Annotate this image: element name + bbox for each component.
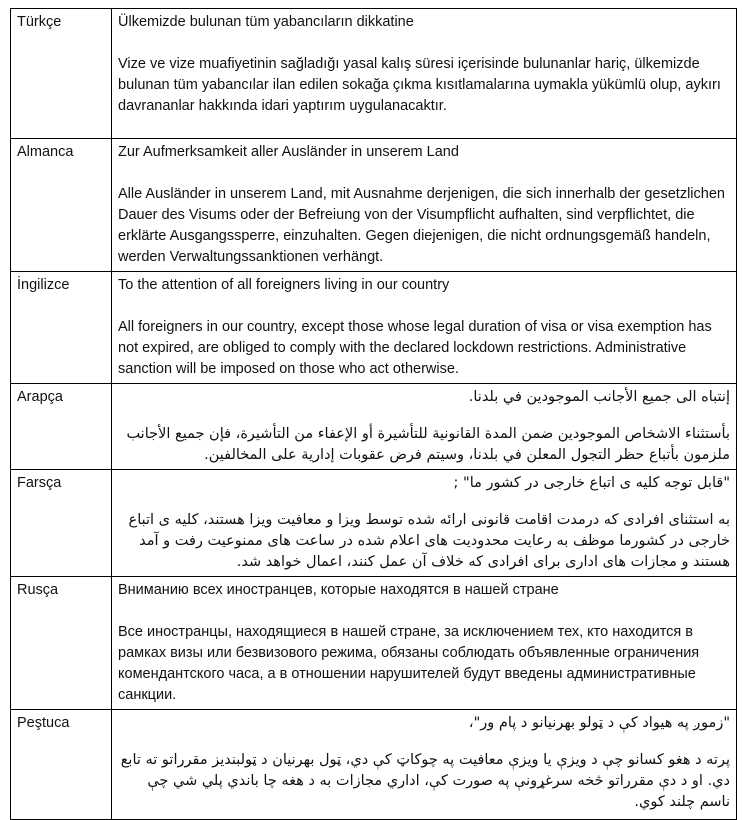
- translation-table: [10, 8, 737, 820]
- notice-body: به استثنای افرادی که درمدت اقامت قانونی ارائه شده توسط ویزا و معافیت ویزا هستند، کلیه ی اتباع خارجی در کشورما موظف به رعایت محدودیت های اعلام شده در ساعت های ممنوعیت رفت و آمد هستند و مجازات های اداری برای افرادی که خلاف آن عمل کنند، اعمال خواهد شد.: [128, 512, 730, 570]
- table-row: [11, 577, 737, 710]
- language-cell: Farsça: [11, 470, 112, 577]
- table-row: [11, 9, 737, 139]
- content-cell: [112, 272, 737, 384]
- table-row: [11, 139, 737, 272]
- content-cell: [112, 9, 737, 139]
- content-cell: [112, 710, 737, 820]
- notice-title: إنتباه الى جميع الأجانب الموجودين في بلدنا.: [468, 389, 730, 405]
- content-cell: [112, 577, 737, 710]
- content-cell: [112, 139, 737, 272]
- notice-title: "قابل توجه کلیه ی اتباع خارجی در کشور ما" ;: [453, 475, 730, 491]
- table-row: [11, 710, 737, 820]
- notice-body: Alle Ausländer in unserem Land, mit Ausnahme derjenigen, die sich innerhalb der gesetzlichen Dauer des Visums oder der Befreiung von der Visumpflicht aufhalten, sind verpflichtet, die erklärte Ausgangssperre, einzuhalten. Gegen diejenigen, die nicht ordnungsgemäß handeln, werden Verwaltungssanktionen verhängt.: [118, 186, 725, 265]
- notice-body: بأستثناء الاشخاص الموجودين ضمن المدة القانونية للتأشيرة أو الإعفاء من التأشيرة، فإن جميع الأجانب ملزمون بأتباع حظر التجول المعلن في بلدنا، وسيتم فرض عقوبات إدارية على المخالفين.: [126, 426, 730, 463]
- language-cell: Türkçe: [11, 9, 112, 139]
- notice-body: All foreigners in our country, except those whose legal duration of visa or visa exemption has not expired, are obliged to comply with the declared lockdown restrictions. Administrative sanction will be imposed on those who act otherwise.: [118, 319, 712, 377]
- content-cell: [112, 470, 737, 577]
- table-row: [11, 272, 737, 384]
- table-row: [11, 384, 737, 470]
- notice-title: "زموږ په هيواد کې د ټولو بهرنيانو د پام ور"،: [468, 715, 730, 731]
- language-cell: Arapça: [11, 384, 112, 470]
- notice-title: Zur Aufmerksamkeit aller Ausländer in unserem Land: [118, 144, 459, 160]
- language-cell: Almanca: [11, 139, 112, 272]
- content-cell: [112, 384, 737, 470]
- notice-body: Vize ve vize muafiyetinin sağladığı yasal kalış süresi içerisinde bulunanlar hariç, ülkemizde bulunan tüm yabancılar ilan edilen sokağa çıkma kısıtlamalarına uymakla yükümlü olup, aykırı davrananlar hakkında idari yaptırım uygulanacaktır.: [118, 56, 721, 114]
- table-row: [11, 470, 737, 577]
- notice-body: پرته د هغو کسانو چې د ويزې يا ويزې معافيت په چوکاټ کې دي، ټول بهرنيان د ټولبنديز مقرراتو ته تابع دي. او د دې مقرراتو څخه سرغړونې په صورت کې، اداري مجازات به د هغه چا باندي پلي شي چې ناسم چلند کوي.: [120, 752, 730, 810]
- language-cell: Peştuca: [11, 710, 112, 820]
- notice-title: Вниманию всех иностранцев, которые находятся в нашей стране: [118, 582, 559, 598]
- notice-title: To the attention of all foreigners living in our country: [118, 277, 450, 293]
- notice-body: Все иностранцы, находящиеся в нашей стране, за исключением тех, кто находится в рамках визы или безвизового режима, обязаны соблюдать объявленные ограничения комендантского часа, а в отношении нарушителей будут введены административные санкции.: [118, 624, 700, 703]
- notice-title: Ülkemizde bulunan tüm yabancıların dikkatine: [118, 14, 414, 30]
- language-cell: Rusça: [11, 577, 112, 710]
- language-cell: İngilizce: [11, 272, 112, 384]
